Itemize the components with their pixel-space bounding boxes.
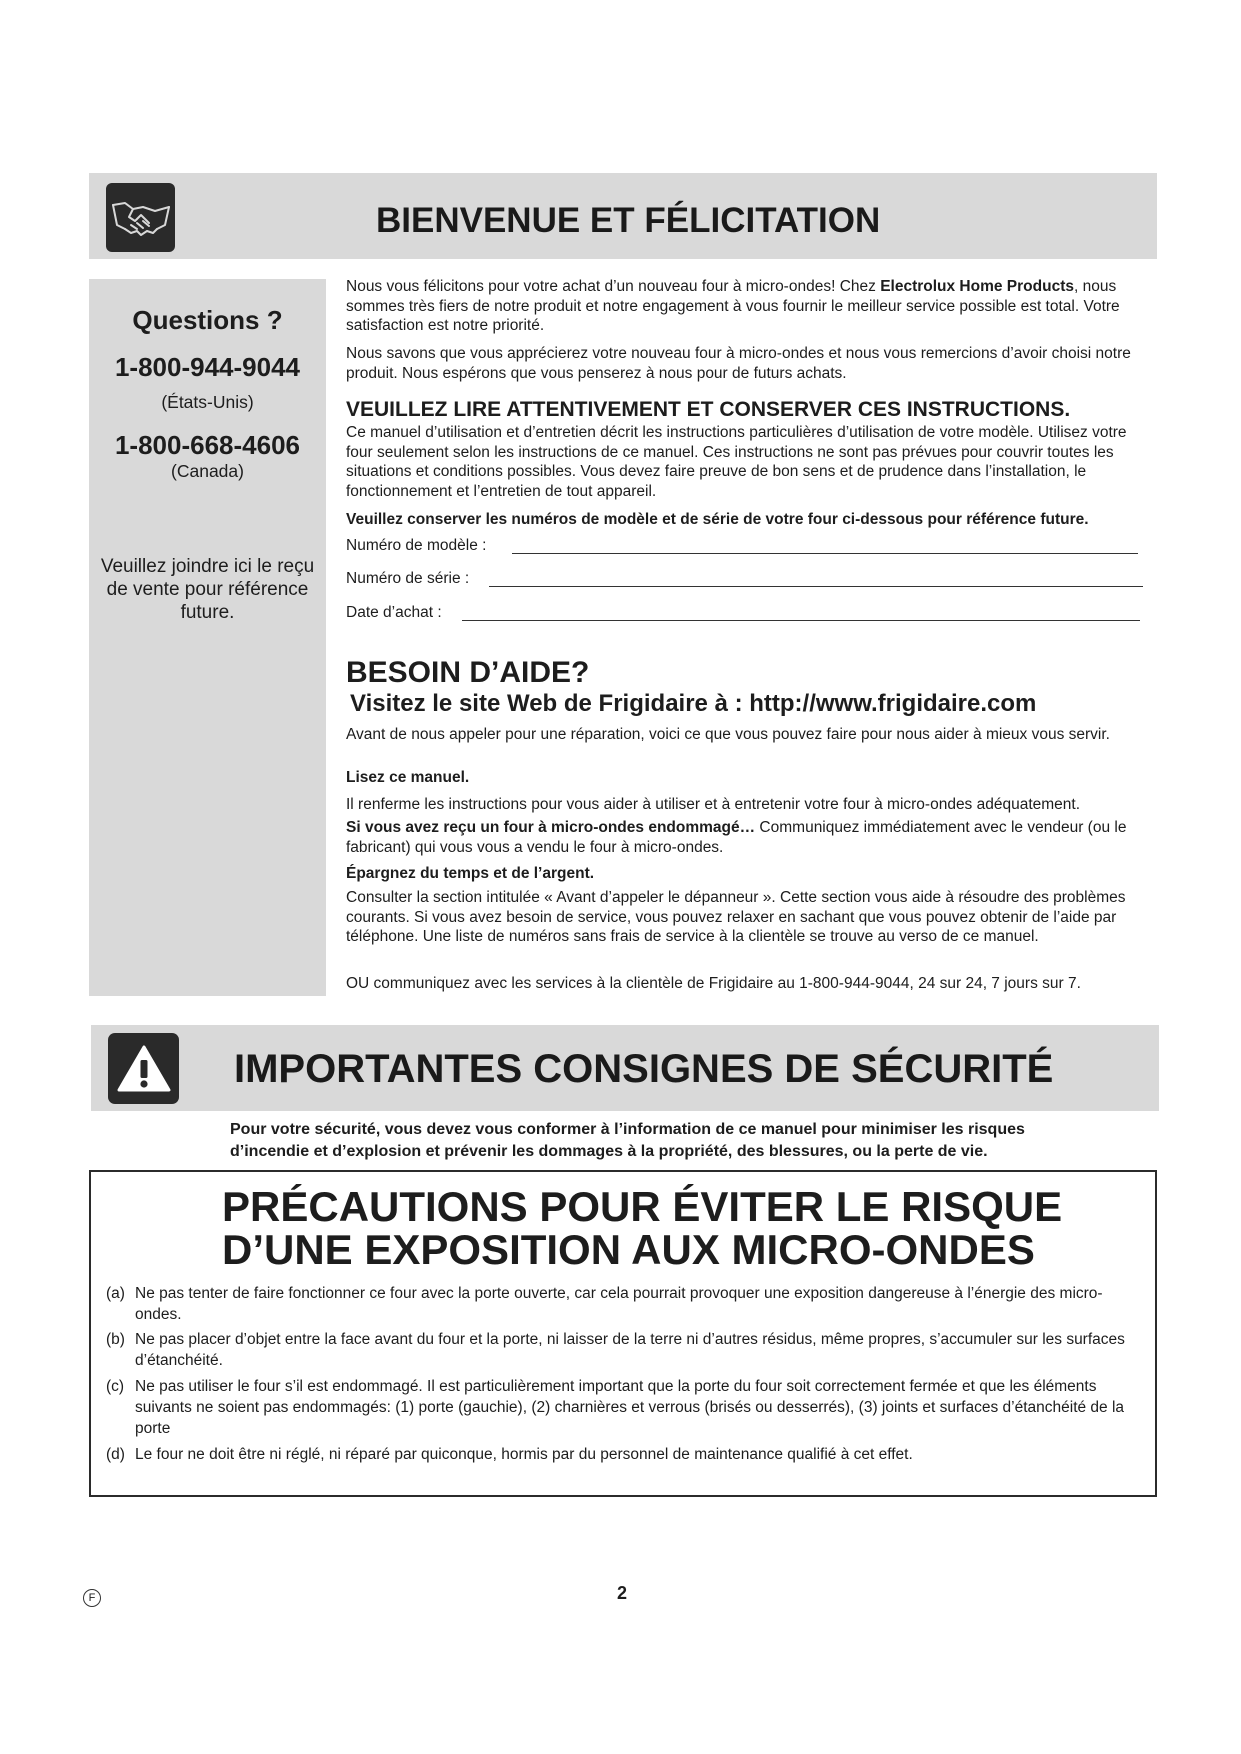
model-number-line[interactable] <box>512 553 1138 554</box>
phone-canada: 1-800-668-4606 <box>114 430 301 460</box>
keep-numbers-note: Veuillez conserver les numéros de modèle et de série de votre four ci-dessous pour référence future. <box>346 511 1089 528</box>
damaged-oven-paragraph: Si vous avez reçu un four à micro-ondes endommagé… Communiquez immédiatement avec le vendeur (ou le fabricant) qui vous vous a vendu le four à micro-ondes. <box>346 819 1127 856</box>
damaged-oven-lead: Si vous avez reçu un four à micro-ondes endommagé… <box>346 819 756 836</box>
main-column <box>346 277 1146 997</box>
save-time-heading: Épargnez du temps et de l’argent. <box>346 865 595 882</box>
serial-number-field[interactable] <box>346 569 1146 591</box>
intro-paragraph-1: Nous vous félicitons pour votre achat d’un nouveau four à micro-ondes! Chez Electrolux Home Products, nous sommes très fiers de notre produit et notre engagement à vous fournir le meilleur service possible est total. Votre satisfaction est notre priorité. <box>346 278 1120 334</box>
serial-number-line[interactable] <box>489 586 1143 587</box>
purchase-date-label: Date d’achat : <box>346 604 442 621</box>
questions-heading: Questions ? <box>132 305 283 335</box>
handshake-icon <box>106 183 175 252</box>
receipt-note-line1: Veuillez joindre ici le reçu <box>100 556 315 577</box>
precaution-item-b: (b) Ne pas placer d’objet entre la face avant du four et la porte, ni laisser de la terre ni d’autres résidus, même propres, s’accumuler sur les surfaces d’étanchéité. <box>106 1331 1125 1369</box>
purchase-date-line[interactable] <box>462 620 1140 621</box>
contact-line: OU communiquez avec les services à la clientèle de Frigidaire au 1-800-944-9044, 24 sur 24, 7 jours sur 7. <box>346 975 1081 992</box>
precautions-title-line2: D’UNE EXPOSITION AUX MICRO-ONDES <box>222 1226 1035 1273</box>
website-line: Visitez le site Web de Frigidaire à : http://www.frigidaire.com <box>350 690 1037 717</box>
phone-us: 1-800-944-9044 <box>114 352 301 382</box>
page-number: 2 <box>616 1583 627 1603</box>
intro-paragraph-2: Nous savons que vous apprécierez votre nouveau four à micro-ondes et nous vous remercions d’avoir choisi notre produit. Nous espérons que vous penserez à nous pour de futurs achats. <box>346 345 1131 382</box>
receipt-note-line3: future. <box>180 602 235 623</box>
serial-number-label: Numéro de série : <box>346 570 470 587</box>
instructions-body: Ce manuel d’utilisation et d’entretien décrit les instructions particulières d’utilisation de votre modèle. Utilisez votre four seulement selon les instructions de ce manuel. Ces instructions ne sont pas prévues pour couvrir toutes les situations et conditions possibles. Vous devez faire preuve de bon sens et de prudence dans l’installation, le fonctionnement et l’entretien de tout appareil. <box>346 424 1127 500</box>
brand-name: Electrolux Home Products <box>880 278 1074 295</box>
model-number-label: Numéro de modèle : <box>346 537 487 554</box>
welcome-title: BIENVENUE ET FÉLICITATION <box>376 201 881 240</box>
read-manual-body: Il renferme les instructions pour vous aider à utiliser et à entretenir votre four à micro-ondes adéquatement. <box>346 796 1081 813</box>
country-us: (États-Unis) <box>161 392 254 412</box>
precaution-item-c: (c) Ne pas utiliser le four s’il est endommagé. Il est particulièrement important que la porte du four soit correctement fermée et que les éléments suivants ne soient pas endommagés: (1) porte (gauchie), (2) charnières et verrous (brisés ou desserrés), (3) joints et surfaces d’étanchéité de la porte <box>106 1378 1125 1437</box>
safety-title: IMPORTANTES CONSIGNES DE SÉCURITÉ <box>234 1047 1054 1091</box>
model-number-field[interactable] <box>346 536 1146 558</box>
read-manual-heading: Lisez ce manuel. <box>346 769 470 786</box>
country-canada: (Canada) <box>171 461 244 481</box>
help-intro: Avant de nous appeler pour une réparation, voici ce que vous pouvez faire pour nous aider à mieux vous servir. <box>346 726 1110 743</box>
precautions-title-line1: PRÉCAUTIONS POUR ÉVITER LE RISQUE <box>222 1183 1063 1230</box>
precaution-item-a: (a) Ne pas tenter de faire fonctionner ce four avec la porte ouverte, car cela pourrait provoquer une exposition dangereuse à l’énergie des micro-ondes. <box>106 1285 1103 1323</box>
purchase-date-field[interactable] <box>346 603 1146 625</box>
warning-icon <box>108 1033 179 1104</box>
language-mark: F <box>83 1589 101 1607</box>
sidebar-contact-panel <box>89 279 326 996</box>
instructions-heading: VEUILLEZ LIRE ATTENTIVEMENT ET CONSERVER CES INSTRUCTIONS. <box>346 398 1071 421</box>
safety-notice-line1: Pour votre sécurité, vous devez vous conformer à l’information de ce manuel pour minimiser les risques <box>230 1121 1025 1138</box>
receipt-note-line2: de vente pour référence <box>106 579 309 600</box>
precaution-item-d: (d) Le four ne doit être ni réglé, ni réparé par quiconque, hormis par du personnel de maintenance qualifié à cet effet. <box>106 1446 913 1463</box>
safety-notice-line2: d’incendie et d’explosion et prévenir les dommages à la propriété, des blessures, ou la perte de vie. <box>230 1143 988 1160</box>
save-time-body: Consulter la section intitulée « Avant d’appeler le dépanneur ». Cette section vous aide à résoudre des problèmes courants. Si vous avez besoin de service, vous pouvez relaxer en sachant que vous pouvez obtenir de l’aide par téléphone. Une liste de numéros sans frais de service à la clientèle se trouve au verso de ce manuel. <box>346 889 1126 945</box>
help-heading: BESOIN D’AIDE? <box>346 656 590 689</box>
